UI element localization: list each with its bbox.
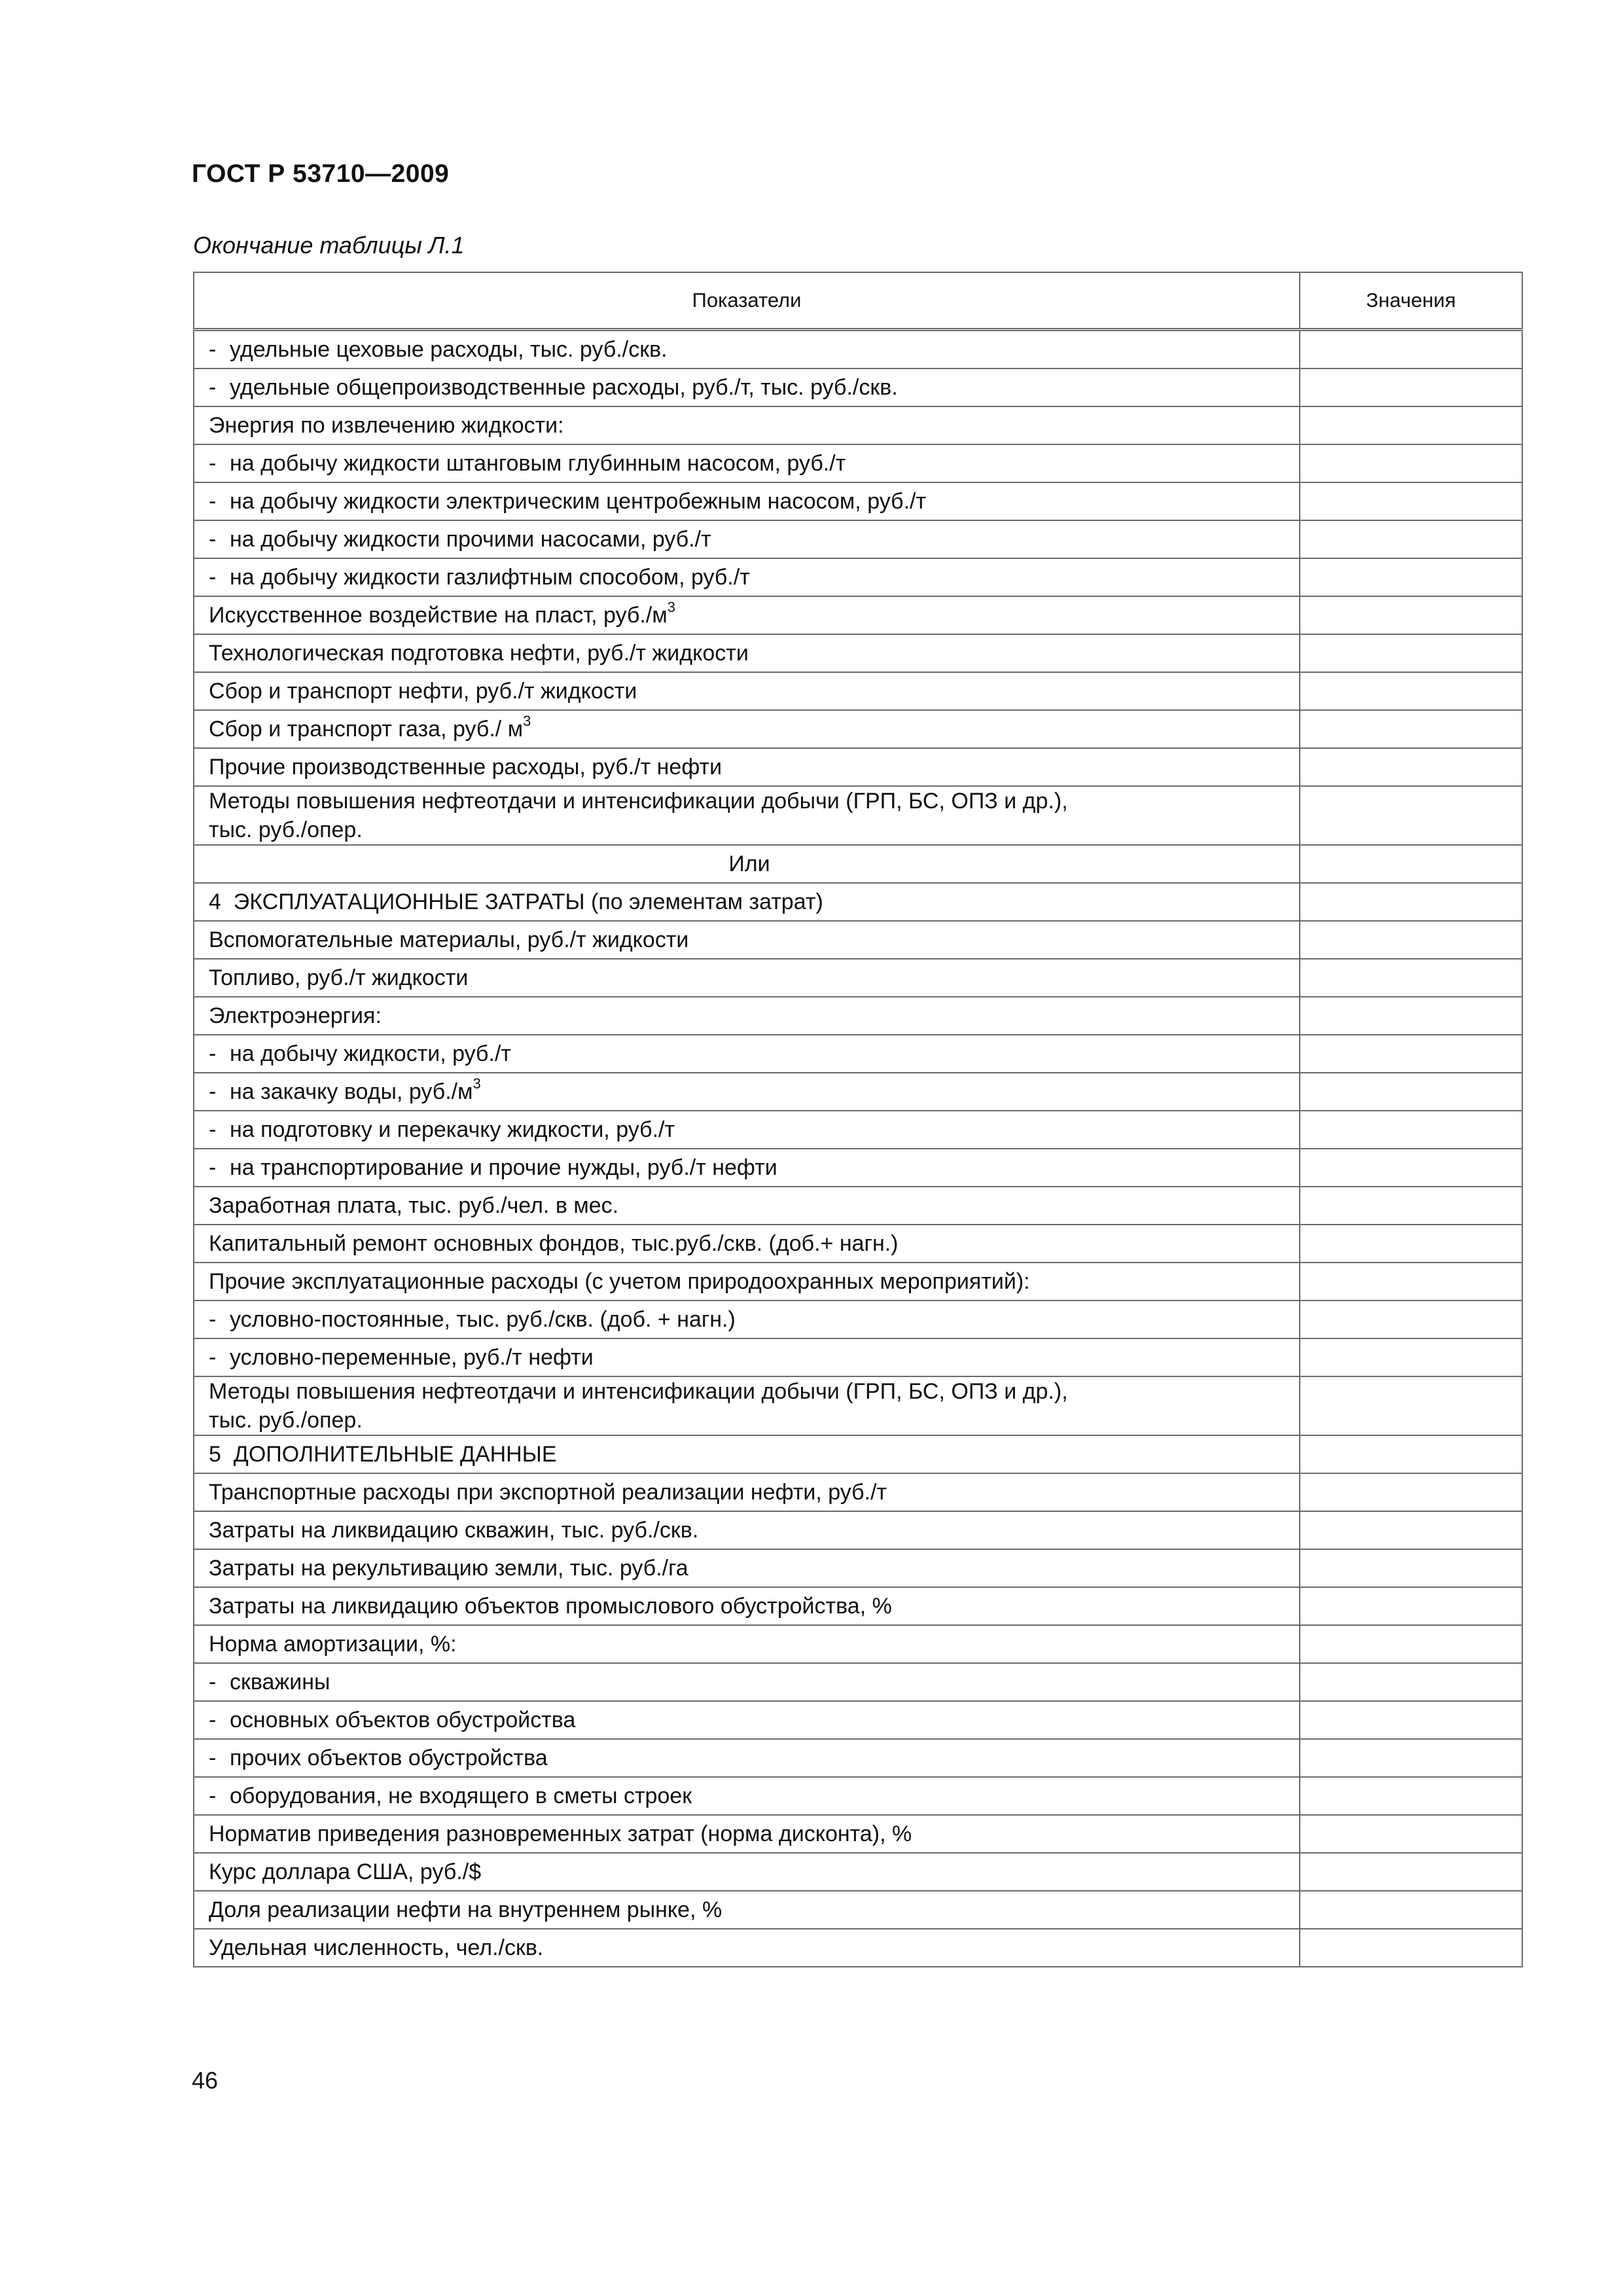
indicator-text: Прочие производственные расходы, руб./т нефти — [209, 755, 722, 780]
list-dash: - — [209, 489, 217, 514]
value-cell — [1300, 1073, 1522, 1111]
value-cell — [1300, 1187, 1522, 1225]
table-row — [194, 845, 1522, 883]
indicator-cell — [194, 883, 1300, 921]
indicator-cell — [194, 997, 1300, 1035]
value-cell — [1300, 1225, 1522, 1263]
value-cell — [1300, 710, 1522, 748]
value-cell — [1300, 1853, 1522, 1891]
indicator-text: удельные общепроизводственные расходы, руб./т, тыс. руб./скв. — [230, 375, 898, 400]
unit-superscript: 3 — [523, 712, 531, 729]
indicator-text: Топливо, руб./т жидкости — [209, 965, 469, 990]
indicator-text: Транспортные расходы при экспортной реализации нефти, руб./т — [209, 1480, 887, 1505]
indicator-text: Электроэнергия: — [209, 1003, 382, 1028]
table-row — [194, 883, 1522, 921]
indicator-text: Норматив приведения разновременных затрат (норма дисконта), % — [209, 1821, 912, 1846]
indicator-text: Доля реализации нефти на внутреннем рынке, % — [209, 1897, 722, 1922]
indicator-cell — [194, 1663, 1300, 1701]
table-row — [194, 748, 1522, 786]
indicator-text: прочих объектов обустройства — [230, 1746, 548, 1770]
table-row — [194, 786, 1522, 845]
indicator-text: условно-переменные, руб./т нефти — [230, 1345, 594, 1370]
indicator-cell — [194, 921, 1300, 959]
indicator-cell — [194, 1815, 1300, 1853]
indicator-cell — [194, 444, 1300, 482]
indicator-text: Заработная плата, тыс. руб./чел. в мес. — [209, 1193, 619, 1218]
indicator-cell — [194, 1625, 1300, 1663]
value-cell — [1300, 1815, 1522, 1853]
table-row — [194, 596, 1522, 634]
indicator-cell — [194, 1263, 1300, 1300]
indicator-cell — [194, 1587, 1300, 1625]
table-row — [194, 1073, 1522, 1111]
table-row — [194, 959, 1522, 997]
value-cell — [1300, 1511, 1522, 1549]
indicator-cell — [194, 1853, 1300, 1891]
indicator-text: Капитальный ремонт основных фондов, тыс.руб./скв. (доб.+ нагн.) — [209, 1231, 899, 1256]
table-body — [194, 330, 1522, 1967]
indicator-cell — [194, 1073, 1300, 1111]
table-header-row — [194, 272, 1522, 330]
indicator-cell — [194, 558, 1300, 596]
indicator-cell — [194, 1739, 1300, 1777]
table-row — [194, 330, 1522, 369]
value-cell — [1300, 1435, 1522, 1473]
list-dash: - — [209, 565, 217, 590]
indicator-cell — [194, 710, 1300, 748]
indicator-text: удельные цеховые расходы, тыс. руб./скв. — [230, 337, 668, 362]
table-row — [194, 710, 1522, 748]
indicator-cell — [194, 845, 1300, 883]
value-cell — [1300, 1111, 1522, 1149]
indicator-cell — [194, 1225, 1300, 1263]
indicator-text: Затраты на рекультивацию земли, тыс. руб./га — [209, 1556, 688, 1581]
value-cell — [1300, 1891, 1522, 1929]
table-row — [194, 1149, 1522, 1187]
indicator-text: на подготовку и перекачку жидкости, руб./т — [230, 1117, 675, 1142]
indicators-table — [193, 272, 1523, 1967]
indicator-cell — [194, 1549, 1300, 1587]
indicator-text: Прочие эксплуатационные расходы (с учетом природоохранных мероприятий): — [209, 1269, 1030, 1294]
list-dash: - — [209, 527, 217, 552]
unit-superscript: 3 — [667, 598, 675, 615]
table-row — [194, 1701, 1522, 1739]
table-row — [194, 1338, 1522, 1376]
list-dash: - — [209, 1784, 217, 1808]
indicator-cell — [194, 1929, 1300, 1967]
indicator-text: на добычу жидкости электрическим центробежным насосом, руб./т — [230, 489, 927, 514]
table-row — [194, 1435, 1522, 1473]
indicator-cell — [194, 1777, 1300, 1815]
value-cell — [1300, 1663, 1522, 1701]
indicator-text: Курс доллара США, руб./$ — [209, 1859, 482, 1884]
value-cell — [1300, 1929, 1522, 1967]
indicator-cell — [194, 748, 1300, 786]
value-cell — [1300, 596, 1522, 634]
table-row — [194, 444, 1522, 482]
list-dash: - — [209, 1117, 217, 1142]
value-cell — [1300, 1701, 1522, 1739]
table-row — [194, 1929, 1522, 1967]
column-header-indicators: Показатели — [194, 272, 1300, 330]
table-row — [194, 1853, 1522, 1891]
indicator-text: 5 ДОПОЛНИТЕЛЬНЫЕ ДАННЫЕ — [209, 1442, 557, 1467]
indicator-cell — [194, 1435, 1300, 1473]
value-cell — [1300, 959, 1522, 997]
value-cell — [1300, 368, 1522, 406]
list-dash: - — [209, 1041, 217, 1066]
value-cell — [1300, 1300, 1522, 1338]
value-cell — [1300, 1777, 1522, 1815]
value-cell — [1300, 1338, 1522, 1376]
list-dash: - — [209, 1079, 217, 1104]
table-row — [194, 520, 1522, 558]
value-cell — [1300, 672, 1522, 710]
indicator-text: на добычу жидкости газлифтным способом, руб./т — [230, 565, 750, 590]
indicator-text: Методы повышения нефтеотдачи и интенсификации добычи (ГРП, БС, ОПЗ и др.), тыс. руб./опер. — [209, 1379, 1068, 1433]
indicator-text: на добычу жидкости штанговым глубинным насосом, руб./т — [230, 451, 846, 476]
value-cell — [1300, 748, 1522, 786]
indicator-cell — [194, 330, 1300, 369]
list-dash: - — [209, 1670, 217, 1695]
table-row — [194, 1549, 1522, 1587]
indicator-text: Технологическая подготовка нефти, руб./т жидкости — [209, 641, 749, 666]
value-cell — [1300, 406, 1522, 444]
table-row — [194, 1300, 1522, 1338]
list-dash: - — [209, 337, 217, 362]
list-dash: - — [209, 1345, 217, 1370]
indicator-text: на добычу жидкости, руб./т — [230, 1041, 511, 1066]
document-header: ГОСТ Р 53710—2009 — [192, 160, 450, 188]
indicator-text: 4 ЭКСПЛУАТАЦИОННЫЕ ЗАТРАТЫ (по элементам затрат) — [209, 889, 823, 914]
value-cell — [1300, 1625, 1522, 1663]
value-cell — [1300, 1376, 1522, 1435]
value-cell — [1300, 1587, 1522, 1625]
indicator-cell — [194, 634, 1300, 672]
indicator-cell — [194, 596, 1300, 634]
indicator-cell — [194, 1701, 1300, 1739]
value-cell — [1300, 1549, 1522, 1587]
page-number: 46 — [192, 2067, 219, 2094]
list-dash: - — [209, 1708, 217, 1732]
table-row — [194, 1225, 1522, 1263]
table-row — [194, 1663, 1522, 1701]
table-row — [194, 1891, 1522, 1929]
indicator-cell — [194, 368, 1300, 406]
indicator-text: на транспортирование и прочие нужды, руб./т нефти — [230, 1155, 777, 1180]
indicator-text: Методы повышения нефтеотдачи и интенсификации добычи (ГРП, БС, ОПЗ и др.), тыс. руб./опер. — [209, 789, 1068, 842]
value-cell — [1300, 558, 1522, 596]
value-cell — [1300, 786, 1522, 845]
table-row — [194, 406, 1522, 444]
value-cell — [1300, 1263, 1522, 1300]
table-caption: Окончание таблицы Л.1 — [193, 232, 465, 259]
indicator-cell — [194, 1300, 1300, 1338]
indicator-text: Затраты на ликвидацию объектов промыслового обустройства, % — [209, 1594, 892, 1619]
list-dash: - — [209, 1746, 217, 1770]
table-row — [194, 1187, 1522, 1225]
value-cell — [1300, 883, 1522, 921]
indicator-cell — [194, 1338, 1300, 1376]
value-cell — [1300, 845, 1522, 883]
table-row — [194, 1035, 1522, 1073]
table-row — [194, 1625, 1522, 1663]
table-row — [194, 1777, 1522, 1815]
indicator-cell — [194, 672, 1300, 710]
table-row — [194, 672, 1522, 710]
indicator-cell — [194, 959, 1300, 997]
indicator-text: Норма амортизации, %: — [209, 1632, 457, 1657]
list-dash: - — [209, 375, 217, 400]
indicator-cell — [194, 786, 1300, 845]
table-row — [194, 368, 1522, 406]
value-cell — [1300, 444, 1522, 482]
indicator-cell — [194, 1891, 1300, 1929]
list-dash: - — [209, 1307, 217, 1332]
table-row — [194, 1815, 1522, 1853]
indicator-text: Сбор и транспорт нефти, руб./т жидкости — [209, 679, 637, 704]
indicator-text: Искусственное воздействие на пласт, руб./м — [209, 603, 668, 628]
indicator-cell — [194, 1187, 1300, 1225]
table-row — [194, 1739, 1522, 1777]
table-row — [194, 1587, 1522, 1625]
indicator-text: Или — [728, 852, 770, 876]
value-cell — [1300, 634, 1522, 672]
indicator-text: условно-постоянные, тыс. руб./скв. (доб. + нагн.) — [230, 1307, 736, 1332]
indicator-text: Затраты на ликвидацию скважин, тыс. руб./скв. — [209, 1518, 699, 1543]
table-row — [194, 634, 1522, 672]
indicator-text: оборудования, не входящего в сметы строек — [230, 1784, 692, 1808]
table-row — [194, 1263, 1522, 1300]
table-row — [194, 1111, 1522, 1149]
indicator-text: скважины — [230, 1670, 330, 1695]
value-cell — [1300, 921, 1522, 959]
indicator-cell — [194, 1376, 1300, 1435]
indicator-cell — [194, 1111, 1300, 1149]
indicator-text: Сбор и транспорт газа, руб./ м — [209, 717, 524, 742]
indicator-cell — [194, 1035, 1300, 1073]
indicator-cell — [194, 482, 1300, 520]
indicator-text: Вспомогательные материалы, руб./т жидкости — [209, 927, 689, 952]
table-row — [194, 558, 1522, 596]
table-row — [194, 1511, 1522, 1549]
indicator-cell — [194, 406, 1300, 444]
table-row — [194, 1473, 1522, 1511]
unit-superscript: 3 — [473, 1075, 481, 1092]
indicator-text: на добычу жидкости прочими насосами, руб./т — [230, 527, 711, 552]
list-dash: - — [209, 451, 217, 476]
value-cell — [1300, 1473, 1522, 1511]
value-cell — [1300, 330, 1522, 369]
table-row — [194, 997, 1522, 1035]
indicator-text: основных объектов обустройства — [230, 1708, 576, 1732]
indicator-cell — [194, 1149, 1300, 1187]
indicator-text: Энергия по извлечению жидкости: — [209, 413, 564, 438]
value-cell — [1300, 1739, 1522, 1777]
indicator-cell — [194, 1511, 1300, 1549]
table-row — [194, 921, 1522, 959]
value-cell — [1300, 1035, 1522, 1073]
table-row — [194, 1376, 1522, 1435]
list-dash: - — [209, 1155, 217, 1180]
indicator-text: на закачку воды, руб./м — [230, 1079, 473, 1104]
indicator-text: Удельная численность, чел./скв. — [209, 1935, 544, 1960]
value-cell — [1300, 1149, 1522, 1187]
table-row — [194, 482, 1522, 520]
value-cell — [1300, 482, 1522, 520]
indicator-cell — [194, 520, 1300, 558]
value-cell — [1300, 997, 1522, 1035]
value-cell — [1300, 520, 1522, 558]
indicator-cell — [194, 1473, 1300, 1511]
column-header-values: Значения — [1300, 272, 1522, 330]
